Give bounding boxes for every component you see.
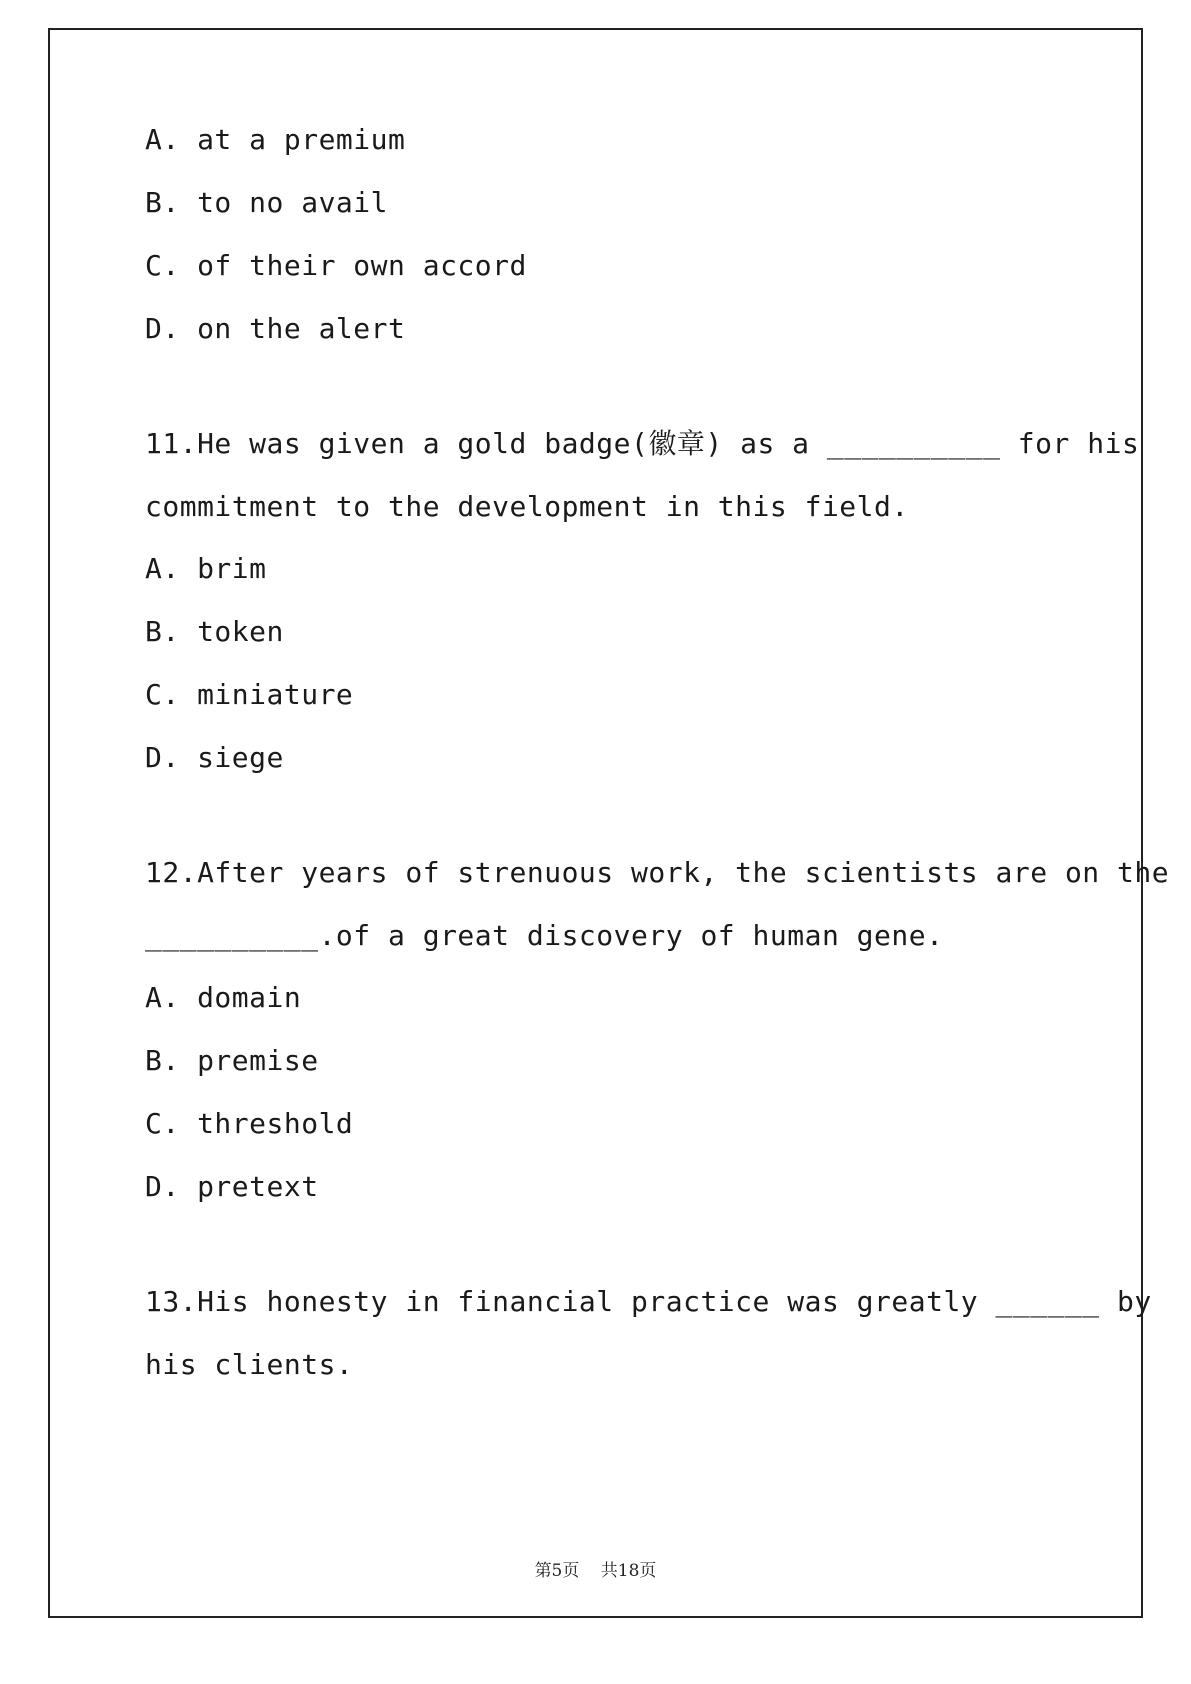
question-stem-line-2: his clients.: [145, 1348, 354, 1381]
question-options: [145, 549, 1095, 778]
option-c: C. of their own accord: [145, 249, 527, 282]
option-d: D. on the alert: [145, 312, 406, 345]
question-stem-line-1: 11.He was given a gold badge(徽章) as a __________ for his: [145, 427, 1140, 460]
option-d: D. siege: [145, 741, 284, 774]
question-stem: [145, 1270, 1152, 1396]
question-stem: [145, 412, 1140, 538]
question-stem-line-2: commitment to the development in this field.: [145, 490, 909, 523]
option-b: B. token: [145, 615, 284, 648]
option-c: C. threshold: [145, 1107, 354, 1140]
question-11: [145, 412, 1140, 778]
option-a: A. at a premium: [145, 123, 406, 156]
option-c: C. miniature: [145, 678, 354, 711]
question-12: [145, 841, 1170, 1207]
page-content: [145, 120, 1170, 1396]
option-a: A. domain: [145, 981, 302, 1014]
page-total: 共18页: [600, 1561, 657, 1581]
option-b: B. premise: [145, 1044, 319, 1077]
option-a: A. brim: [145, 552, 267, 585]
question-stem-line-1: 12.After years of strenuous work, the scientists are on the: [145, 856, 1170, 889]
previous-question-options: [145, 120, 1095, 349]
question-stem-line-1: 13.His honesty in financial practice was greatly ______ by: [145, 1285, 1152, 1318]
question-13: [145, 1270, 1152, 1396]
page-number: 第5页: [534, 1561, 580, 1581]
question-stem: [145, 841, 1170, 967]
option-b: B. to no avail: [145, 186, 389, 219]
page-footer: [0, 1556, 1191, 1581]
option-d: D. pretext: [145, 1170, 319, 1203]
question-options: [145, 978, 1095, 1207]
question-stem-line-2: __________.of a great discovery of human gene.: [145, 919, 944, 952]
